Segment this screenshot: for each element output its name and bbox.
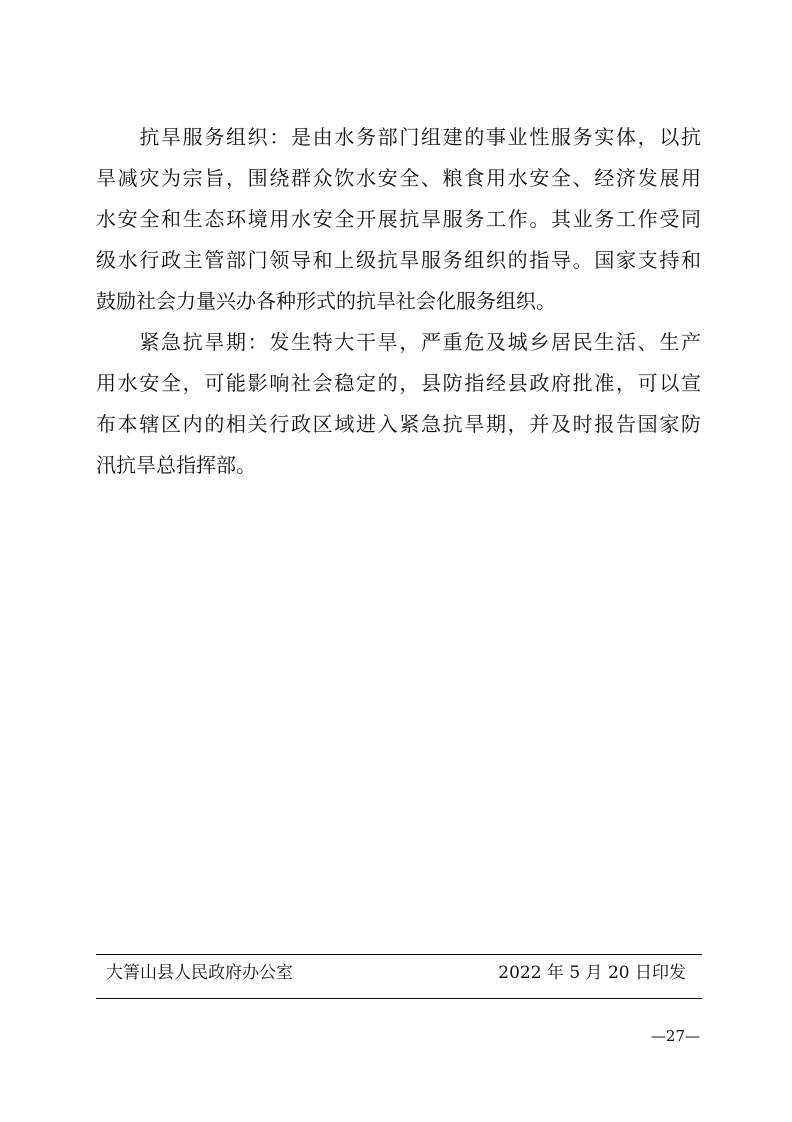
text-line: 用水安全，可能影响社会稳定的，县防指经县政府批准，可以宣 — [96, 371, 701, 395]
text-line: 紧急抗旱期：发生特大干旱，严重危及城乡居民生活、生产 — [96, 330, 701, 354]
footer-bottom-rule — [96, 998, 702, 999]
text-line: 抗旱服务组织：是由水务部门组建的事业性服务实体，以抗 — [96, 125, 701, 149]
issue-date: 2022 年 5 月 20 日印发 — [498, 963, 686, 983]
issuer-name: 大箐山县人民政府办公室 — [106, 963, 293, 983]
text-line: 汛抗旱总指挥部。 — [96, 453, 256, 477]
text-line: 水安全和生态环境用水安全开展抗旱服务工作。其业务工作受同 — [96, 207, 701, 231]
text-line: 旱减灾为宗旨，围绕群众饮水安全、粮食用水安全、经济发展用 — [96, 166, 701, 190]
text-line: 级水行政主管部门领导和上级抗旱服务组织的指导。国家支持和 — [96, 248, 701, 272]
text-line: 鼓励社会力量兴办各种形式的抗旱社会化服务组织。 — [96, 289, 556, 313]
footer-top-rule — [96, 954, 702, 955]
text-line: 布本辖区内的相关行政区域进入紧急抗旱期，并及时报告国家防 — [96, 412, 701, 436]
page-number: —27— — [650, 1027, 700, 1045]
